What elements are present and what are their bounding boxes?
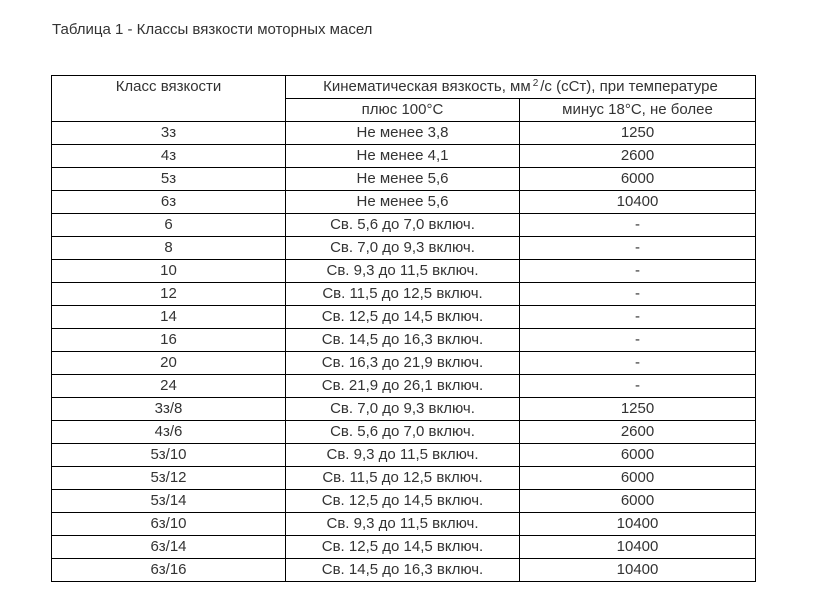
cell-viscosity-minus18c: 1250 [520, 398, 756, 421]
cell-viscosity-100c: Св. 12,5 до 14,5 включ. [286, 536, 520, 559]
cell-viscosity-class: 6з/14 [52, 536, 286, 559]
cell-viscosity-100c: Не менее 4,1 [286, 145, 520, 168]
cell-viscosity-minus18c: 6000 [520, 168, 756, 191]
cell-viscosity-class: 5з/10 [52, 444, 286, 467]
cell-viscosity-class: 6з/16 [52, 559, 286, 582]
cell-viscosity-class: 3з/8 [52, 398, 286, 421]
cell-viscosity-class: 14 [52, 306, 286, 329]
cell-viscosity-100c: Св. 9,3 до 11,5 включ. [286, 513, 520, 536]
cell-viscosity-class: 4з [52, 145, 286, 168]
table-row [52, 122, 756, 145]
table-row [52, 306, 756, 329]
table-row [52, 467, 756, 490]
viscosity-table-body [52, 76, 756, 582]
table-row [52, 513, 756, 536]
cell-viscosity-100c: Св. 12,5 до 14,5 включ. [286, 490, 520, 513]
cell-viscosity-class: 12 [52, 283, 286, 306]
cell-viscosity-minus18c: 10400 [520, 559, 756, 582]
header-kv-suffix: /с (сСт), при температуре [540, 78, 718, 95]
table-row [52, 329, 756, 352]
cell-viscosity-minus18c: 6000 [520, 490, 756, 513]
table-row [52, 398, 756, 421]
cell-viscosity-minus18c: 1250 [520, 122, 756, 145]
table-row [52, 421, 756, 444]
header-viscosity-class: Класс вязкости [52, 76, 286, 122]
cell-viscosity-class: 5з [52, 168, 286, 191]
table-row [52, 375, 756, 398]
table-row [52, 168, 756, 191]
cell-viscosity-100c: Св. 7,0 до 9,3 включ. [286, 237, 520, 260]
cell-viscosity-minus18c: 2600 [520, 421, 756, 444]
cell-viscosity-class: 6 [52, 214, 286, 237]
cell-viscosity-class: 4з/6 [52, 421, 286, 444]
cell-viscosity-class: 10 [52, 260, 286, 283]
cell-viscosity-100c: Св. 14,5 до 16,3 включ. [286, 329, 520, 352]
table-header-row [52, 76, 756, 99]
cell-viscosity-minus18c: - [520, 260, 756, 283]
table-row [52, 260, 756, 283]
cell-viscosity-minus18c: - [520, 306, 756, 329]
cell-viscosity-minus18c: 10400 [520, 513, 756, 536]
cell-viscosity-100c: Св. 9,3 до 11,5 включ. [286, 444, 520, 467]
viscosity-table [51, 75, 756, 582]
cell-viscosity-100c: Св. 9,3 до 11,5 включ. [286, 260, 520, 283]
cell-viscosity-minus18c: - [520, 237, 756, 260]
cell-viscosity-class: 8 [52, 237, 286, 260]
cell-viscosity-class: 6з [52, 191, 286, 214]
table-row [52, 145, 756, 168]
header-minus-18: минус 18°С, не более [520, 99, 756, 122]
table-row [52, 237, 756, 260]
cell-viscosity-class: 20 [52, 352, 286, 375]
cell-viscosity-100c: Не менее 5,6 [286, 191, 520, 214]
cell-viscosity-minus18c: - [520, 283, 756, 306]
table-row [52, 283, 756, 306]
table-row [52, 191, 756, 214]
cell-viscosity-minus18c: 10400 [520, 536, 756, 559]
cell-viscosity-100c: Не менее 3,8 [286, 122, 520, 145]
cell-viscosity-100c: Св. 16,3 до 21,9 включ. [286, 352, 520, 375]
cell-viscosity-class: 24 [52, 375, 286, 398]
cell-viscosity-minus18c: 6000 [520, 467, 756, 490]
header-plus-100: плюс 100°С [286, 99, 520, 122]
cell-viscosity-minus18c: 2600 [520, 145, 756, 168]
cell-viscosity-100c: Св. 11,5 до 12,5 включ. [286, 467, 520, 490]
cell-viscosity-class: 6з/10 [52, 513, 286, 536]
cell-viscosity-class: 3з [52, 122, 286, 145]
table-row [52, 536, 756, 559]
header-kv-superscript: 2 [532, 78, 539, 89]
table-row [52, 490, 756, 513]
cell-viscosity-minus18c: - [520, 329, 756, 352]
cell-viscosity-100c: Св. 21,9 до 26,1 включ. [286, 375, 520, 398]
cell-viscosity-100c: Св. 12,5 до 14,5 включ. [286, 306, 520, 329]
cell-viscosity-100c: Св. 14,5 до 16,3 включ. [286, 559, 520, 582]
table-caption: Таблица 1 - Классы вязкости моторных масел [52, 21, 373, 38]
cell-viscosity-100c: Св. 11,5 до 12,5 включ. [286, 283, 520, 306]
table-row [52, 352, 756, 375]
cell-viscosity-class: 5з/12 [52, 467, 286, 490]
table-row [52, 214, 756, 237]
cell-viscosity-class: 16 [52, 329, 286, 352]
header-kinematic-viscosity [286, 76, 756, 99]
cell-viscosity-minus18c: - [520, 375, 756, 398]
table-row [52, 444, 756, 467]
cell-viscosity-100c: Св. 7,0 до 9,3 включ. [286, 398, 520, 421]
cell-viscosity-minus18c: 6000 [520, 444, 756, 467]
cell-viscosity-100c: Св. 5,6 до 7,0 включ. [286, 214, 520, 237]
cell-viscosity-class: 5з/14 [52, 490, 286, 513]
cell-viscosity-minus18c: 10400 [520, 191, 756, 214]
cell-viscosity-100c: Св. 5,6 до 7,0 включ. [286, 421, 520, 444]
cell-viscosity-minus18c: - [520, 352, 756, 375]
table-row [52, 559, 756, 582]
cell-viscosity-minus18c: - [520, 214, 756, 237]
cell-viscosity-100c: Не менее 5,6 [286, 168, 520, 191]
header-kv-prefix: Кинематическая вязкость, мм [323, 78, 531, 95]
